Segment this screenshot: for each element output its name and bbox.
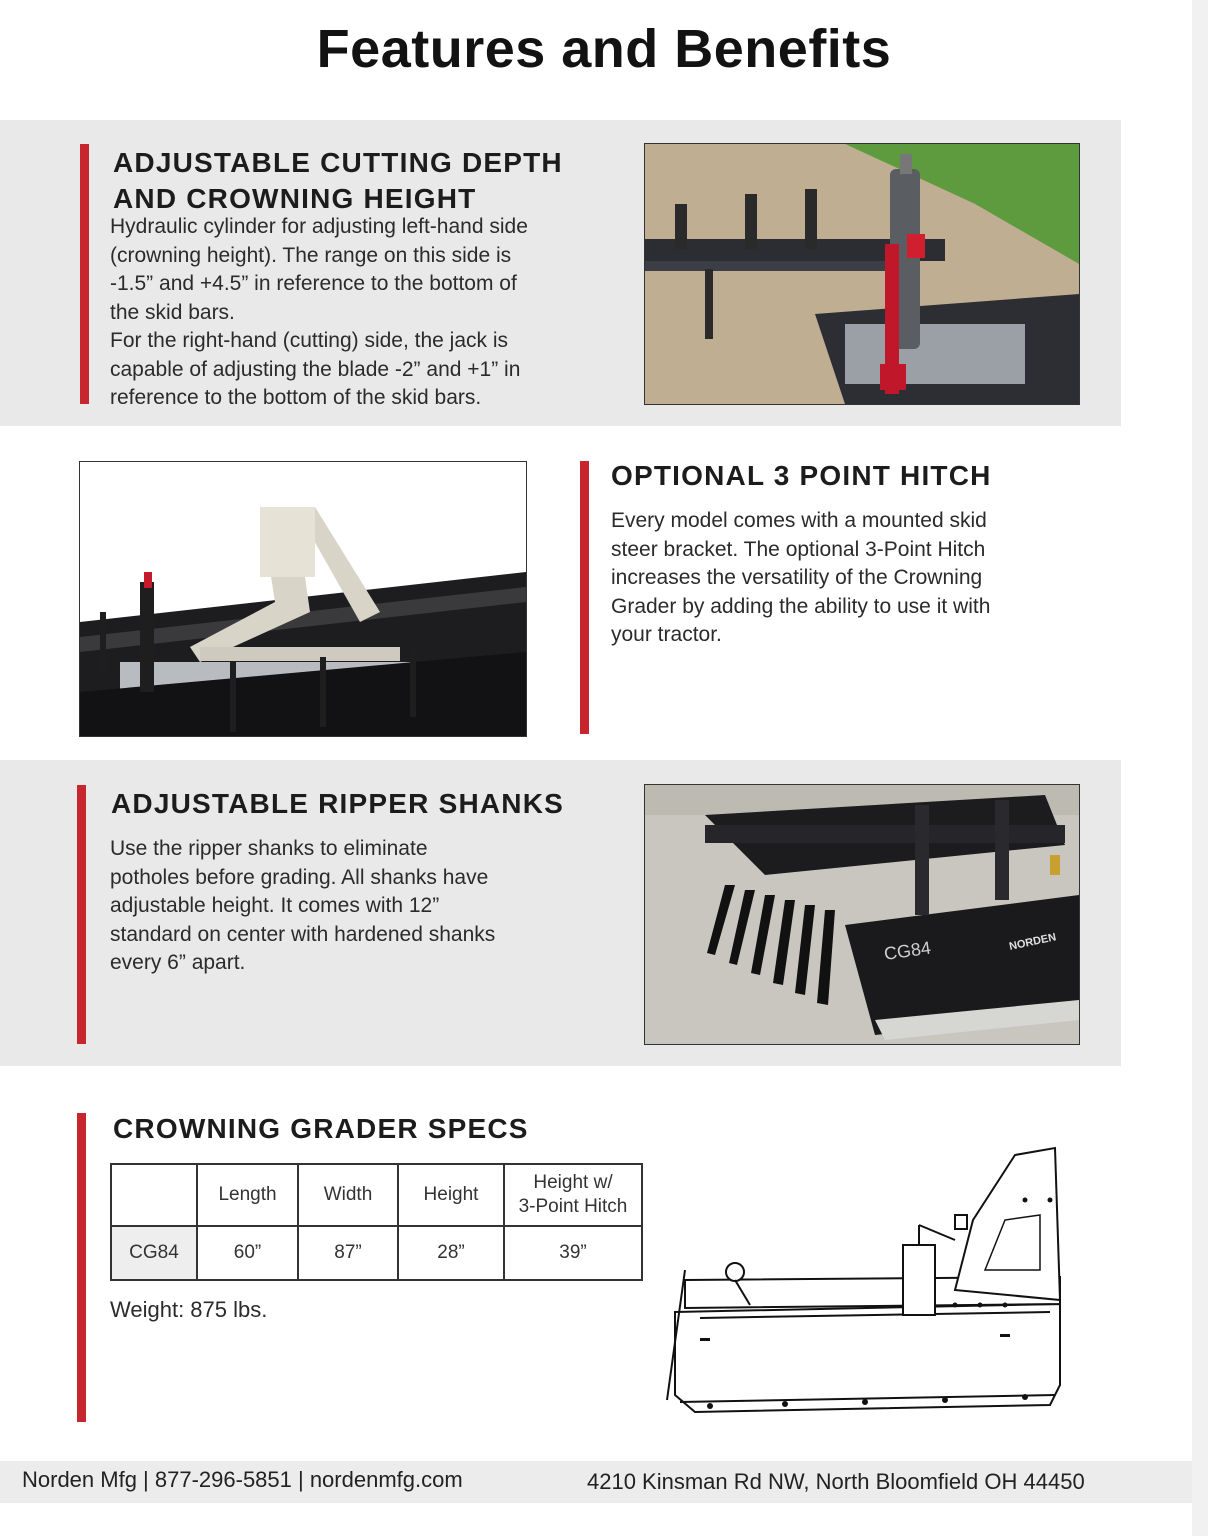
photo-three-point-hitch — [79, 461, 527, 737]
body-line: standard on center with hardened shanks — [110, 922, 496, 946]
specs-heading: CROWNING GRADER SPECS — [113, 1113, 529, 1144]
header-line: 3-Point Hitch — [518, 1196, 628, 1217]
body-line: -1.5” and +4.5” in reference to the bottom of — [110, 272, 517, 295]
body-line: reference to the bottom of the skid bars. — [110, 386, 482, 409]
photo-hydraulic-cylinder — [644, 143, 1080, 405]
accent-bar — [77, 1113, 86, 1422]
photo-ripper-shanks — [644, 784, 1080, 1045]
feature-heading-hitch: OPTIONAL 3 POINT HITCH — [611, 460, 992, 491]
grader-line-drawing — [655, 1140, 1085, 1430]
page-edge — [1192, 0, 1208, 1536]
feature-heading-cutting-depth — [113, 145, 563, 217]
feature-body-hitch — [611, 507, 990, 650]
table-header-blank — [111, 1164, 197, 1226]
body-line: steer bracket. The optional 3-Point Hitch — [611, 537, 986, 561]
table-header-width: Width — [298, 1164, 398, 1226]
table-header-height: Height — [398, 1164, 504, 1226]
table-header-length: Length — [197, 1164, 298, 1226]
cell-length: 60” — [197, 1226, 298, 1280]
accent-bar — [580, 461, 589, 734]
body-line: every 6” apart. — [110, 951, 246, 974]
specs-table — [110, 1163, 643, 1281]
body-line: (crowning height). The range on this side is — [110, 243, 512, 267]
table-row — [111, 1226, 642, 1280]
footer-contact: Norden Mfg | 877-296-5851 | nordenmfg.com — [22, 1467, 463, 1492]
cell-height: 28” — [398, 1226, 504, 1280]
body-line: Every model comes with a mounted skid — [611, 509, 987, 532]
body-line: capable of adjusting the blade -2” and +1” in — [110, 357, 521, 381]
footer-address: 4210 Kinsman Rd NW, North Bloomfield OH 44450 — [587, 1469, 1085, 1494]
body-line: the skid bars. — [110, 300, 235, 324]
body-line: potholes before grading. All shanks have — [110, 865, 489, 889]
body-line: Use the ripper shanks to eliminate — [110, 837, 428, 860]
body-line: Hydraulic cylinder for adjusting left-hand side — [110, 215, 528, 238]
body-line: adjustable height. It comes with 12” — [110, 894, 440, 917]
feature-heading-ripper: ADJUSTABLE RIPPER SHANKS — [111, 788, 564, 819]
table-header-height-hitch — [504, 1164, 642, 1226]
heading-line: AND CROWNING HEIGHT — [113, 183, 477, 214]
cell-height-hitch: 39” — [504, 1226, 642, 1280]
accent-bar — [77, 785, 86, 1044]
weight-text: Weight: 875 lbs. — [110, 1297, 268, 1322]
body-line: For the right-hand (cutting) side, the jack is — [110, 329, 509, 352]
accent-bar — [80, 144, 89, 404]
photo-model-label: CG84 — [882, 937, 933, 964]
body-line: increases the versatility of the Crowning — [611, 566, 983, 589]
header-line: Height w/ — [533, 1172, 613, 1193]
table-header-row — [111, 1164, 642, 1226]
feature-body-cutting-depth — [110, 213, 528, 413]
heading-line: ADJUSTABLE CUTTING DEPTH — [113, 147, 563, 178]
feature-body-ripper — [110, 835, 495, 978]
body-line: your tractor. — [611, 623, 722, 646]
cell-width: 87” — [298, 1226, 398, 1280]
body-line: Grader by adding the ability to use it with — [611, 594, 991, 618]
cell-model: CG84 — [111, 1226, 197, 1280]
photo-brand-label: NORDEN — [1008, 931, 1058, 953]
page-title: Features and Benefits — [316, 19, 892, 79]
